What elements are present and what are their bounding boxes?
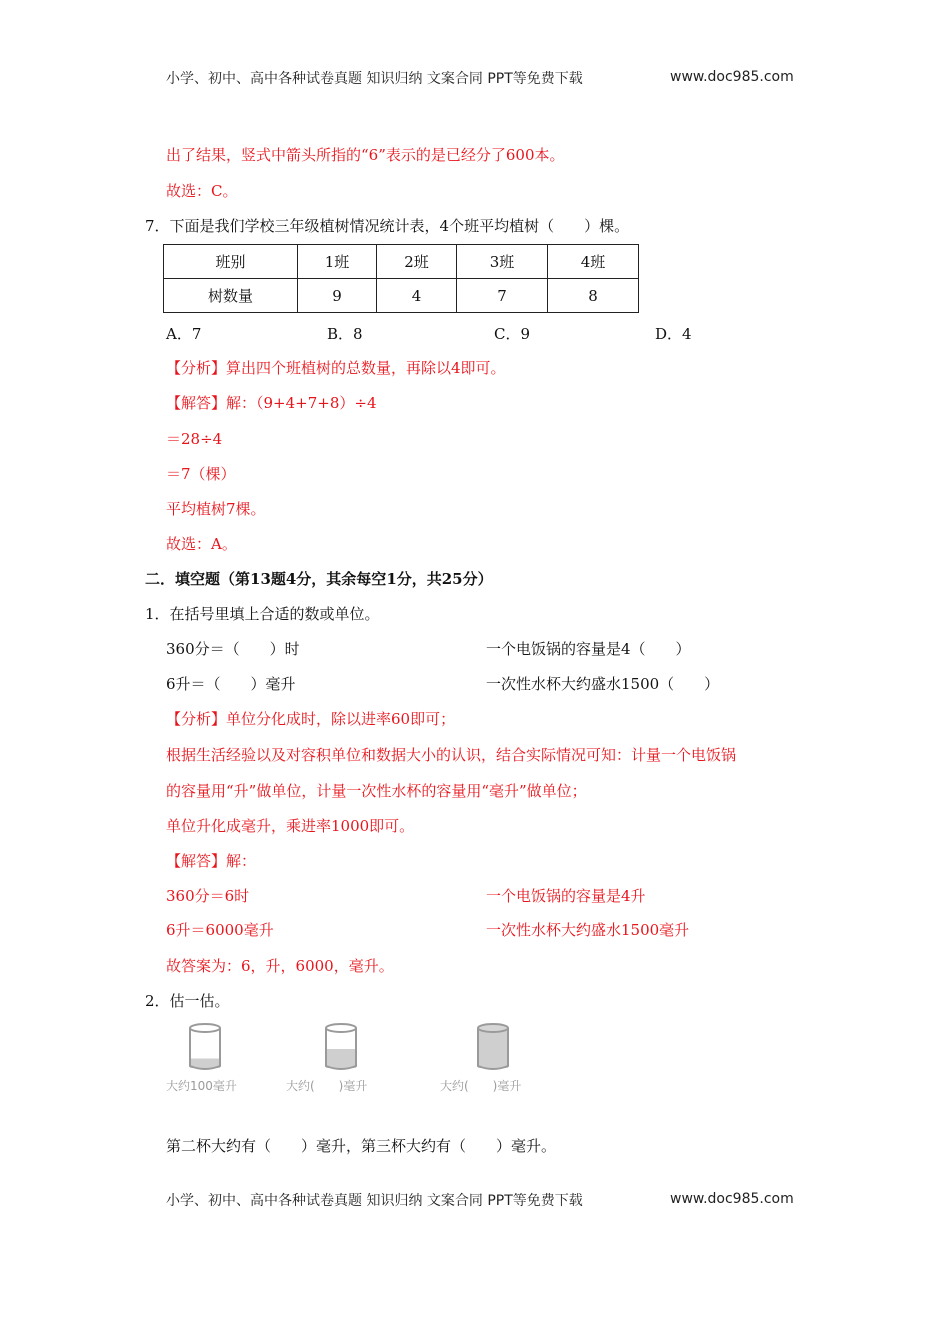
f1-answer: 360分＝6时	[166, 887, 250, 905]
q7-solution-line: 平均植树7棵。	[166, 500, 266, 518]
cup-2-water	[326, 1049, 356, 1068]
table-cell: 班别	[164, 245, 298, 279]
table-cell: 7	[457, 279, 548, 313]
prev-answer-line-1: 出了结果，竖式中箭头所指的“6”表示的是已经分了600本。	[166, 146, 565, 164]
q7-solution-line: ＝7（棵）	[166, 465, 236, 483]
q7-option-d: D．4	[655, 325, 692, 343]
f1-analysis-line: 的容量用“升”做单位，计量一次性水杯的容量用“毫升”做单位；	[166, 782, 587, 800]
q7-option-c: C．9	[494, 325, 531, 343]
f1-item: 6升＝（ ）毫升	[166, 675, 296, 693]
table-cell: 2班	[377, 245, 457, 279]
table-cell: 8	[548, 279, 639, 313]
f1-analysis-line: 单位升化成毫升，乘进率1000即可。	[166, 817, 415, 835]
cup-3-icon	[474, 1022, 514, 1074]
page-footer-url[interactable]: www.doc985.com	[670, 1191, 794, 1207]
f1-item: 一个电饭锅的容量是4（ ）	[486, 640, 691, 658]
f1-question: 1．在括号里填上合适的数或单位。	[145, 605, 380, 623]
cup-1-label: 大约100毫升	[166, 1079, 237, 1093]
table-cell: 1班	[298, 245, 377, 279]
table-row	[164, 245, 639, 279]
f1-final: 故答案为：6，升，6000，毫升。	[166, 957, 394, 975]
f1-item: 360分＝（ ）时	[166, 640, 300, 658]
f1-analysis-line: 根据生活经验以及对容积单位和数据大小的认识，结合实际情况可知：计量一个电饭锅	[166, 746, 737, 764]
table-row	[164, 279, 639, 313]
cup-2-icon	[322, 1022, 362, 1074]
table-cell: 树数量	[164, 279, 298, 313]
q7-option-a: A．7	[166, 325, 202, 343]
q7-analysis: 【分析】算出四个班植树的总数量，再除以4即可。	[166, 359, 506, 377]
q7-solution-line: 【解答】解：（9+4+7+8）÷4	[166, 394, 377, 412]
cup-1-icon	[186, 1022, 226, 1074]
cup-3-water	[478, 1030, 508, 1068]
page-header-url[interactable]: www.doc985.com	[670, 69, 794, 85]
cup-3-label: 大约( )毫升	[440, 1079, 522, 1093]
q7-solution-line: ＝28÷4	[166, 430, 223, 448]
section-title: 二．填空题（第13题4分，其余每空1分，共25分）	[145, 570, 493, 588]
f1-solution-head: 【解答】解：	[166, 852, 257, 870]
table-cell: 4班	[548, 245, 639, 279]
f1-analysis-line: 【分析】单位分化成时，除以进率60即可；	[166, 710, 456, 728]
f1-answer: 一个电饭锅的容量是4升	[486, 887, 646, 905]
f1-item: 一次性水杯大约盛水1500（ ）	[486, 675, 720, 693]
prev-answer-line-2: 故选：C。	[166, 182, 238, 200]
page-header-text: 小学、初中、高中各种试卷真题 知识归纳 文案合同 PPT等免费下载	[166, 71, 583, 87]
q7-table	[163, 244, 639, 313]
table-cell: 3班	[457, 245, 548, 279]
q7-solution-line: 故选：A。	[166, 535, 237, 553]
cup-2-label: 大约( )毫升	[286, 1079, 368, 1093]
q7-question: 7．下面是我们学校三年级植树情况统计表，4个班平均植树（ ）棵。	[145, 217, 630, 235]
f1-answer: 6升＝6000毫升	[166, 921, 274, 939]
table-cell: 9	[298, 279, 377, 313]
q7-option-b: B．8	[327, 325, 363, 343]
f2-prompt: 第二杯大约有（ ）毫升，第三杯大约有（ ）毫升。	[166, 1137, 557, 1155]
f2-question: 2．估一估。	[145, 992, 230, 1010]
table-cell: 4	[377, 279, 457, 313]
page-footer-text: 小学、初中、高中各种试卷真题 知识归纳 文案合同 PPT等免费下载	[166, 1193, 583, 1209]
f1-answer: 一次性水杯大约盛水1500毫升	[486, 921, 690, 939]
